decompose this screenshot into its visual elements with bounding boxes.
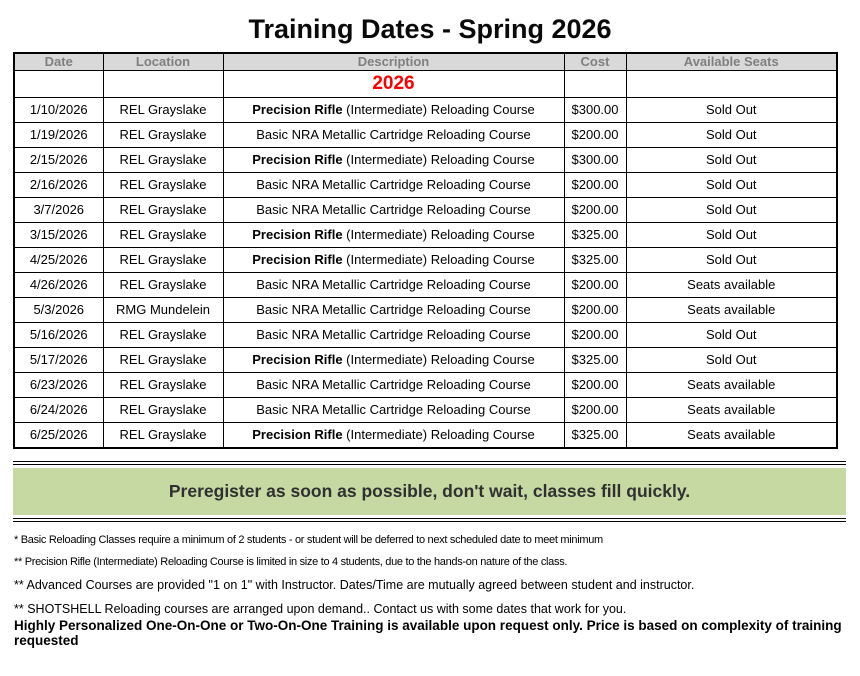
date-cell: 6/25/2026 bbox=[14, 422, 103, 448]
seats-cell: Sold Out bbox=[626, 222, 837, 247]
seats-cell: Seats available bbox=[626, 297, 837, 322]
date-cell: 1/10/2026 bbox=[14, 97, 103, 122]
description-cell: Basic NRA Metallic Cartridge Reloading Course bbox=[223, 372, 564, 397]
training-table-body bbox=[14, 97, 837, 448]
seats-cell: Sold Out bbox=[626, 322, 837, 347]
header-available-seats: Available Seats bbox=[626, 53, 837, 71]
description-cell: Precision Rifle (Intermediate) Reloading Course bbox=[223, 347, 564, 372]
location-cell: REL Grayslake bbox=[103, 122, 223, 147]
location-cell: REL Grayslake bbox=[103, 97, 223, 122]
seats-cell: Sold Out bbox=[626, 97, 837, 122]
footnote-advanced-courses: ** Advanced Courses are provided "1 on 1" with Instructor. Dates/Time are mutually agreed between student and instructor. bbox=[14, 577, 695, 592]
table-row bbox=[14, 197, 837, 222]
date-cell: 1/19/2026 bbox=[14, 122, 103, 147]
cost-cell: $300.00 bbox=[564, 147, 626, 172]
location-cell: REL Grayslake bbox=[103, 197, 223, 222]
description-cell: Basic NRA Metallic Cartridge Reloading Course bbox=[223, 197, 564, 222]
description-cell: Basic NRA Metallic Cartridge Reloading Course bbox=[223, 272, 564, 297]
preregister-banner: Preregister as soon as possible, don't wait, classes fill quickly. bbox=[13, 468, 846, 515]
header-location: Location bbox=[103, 53, 223, 71]
header-description: Description bbox=[223, 53, 564, 71]
seats-cell: Seats available bbox=[626, 372, 837, 397]
date-cell: 2/15/2026 bbox=[14, 147, 103, 172]
cost-cell: $200.00 bbox=[564, 322, 626, 347]
table-row bbox=[14, 322, 837, 347]
preregister-banner-frame bbox=[13, 461, 846, 522]
table-row bbox=[14, 222, 837, 247]
table-row bbox=[14, 147, 837, 172]
seats-cell: Sold Out bbox=[626, 122, 837, 147]
location-cell: REL Grayslake bbox=[103, 422, 223, 448]
cost-cell: $325.00 bbox=[564, 247, 626, 272]
table-row bbox=[14, 122, 837, 147]
seats-cell: Seats available bbox=[626, 397, 837, 422]
description-cell: Precision Rifle (Intermediate) Reloading Course bbox=[223, 97, 564, 122]
table-row bbox=[14, 347, 837, 372]
cost-cell: $200.00 bbox=[564, 122, 626, 147]
location-cell: REL Grayslake bbox=[103, 347, 223, 372]
seats-cell: Seats available bbox=[626, 422, 837, 448]
description-cell: Basic NRA Metallic Cartridge Reloading Course bbox=[223, 297, 564, 322]
table-row bbox=[14, 422, 837, 448]
cost-cell: $200.00 bbox=[564, 372, 626, 397]
footnote-shotshell: ** SHOTSHELL Reloading courses are arranged upon demand.. Contact us with some dates that work for you. bbox=[14, 601, 627, 616]
cost-cell: $200.00 bbox=[564, 297, 626, 322]
table-row bbox=[14, 397, 837, 422]
seats-cell: Sold Out bbox=[626, 147, 837, 172]
footnote-precision-limit: ** Precision Rifle (Intermediate) Reloading Course is limited in size to 4 students, due to the hands-on nature of the class. bbox=[14, 555, 568, 568]
description-cell: Basic NRA Metallic Cartridge Reloading Course bbox=[223, 397, 564, 422]
date-cell: 3/7/2026 bbox=[14, 197, 103, 222]
cost-cell: $200.00 bbox=[564, 172, 626, 197]
cost-cell: $325.00 bbox=[564, 422, 626, 448]
year-row-empty-cell bbox=[626, 70, 837, 97]
location-cell: REL Grayslake bbox=[103, 222, 223, 247]
table-row bbox=[14, 97, 837, 122]
location-cell: REL Grayslake bbox=[103, 322, 223, 347]
seats-cell: Sold Out bbox=[626, 247, 837, 272]
date-cell: 4/26/2026 bbox=[14, 272, 103, 297]
training-schedule-table bbox=[13, 52, 838, 449]
description-cell: Precision Rifle (Intermediate) Reloading Course bbox=[223, 147, 564, 172]
location-cell: REL Grayslake bbox=[103, 397, 223, 422]
footnote-personalized-training: Highly Personalized One-On-One or Two-On-One Training is available upon request only. Price is based on complexity of training requested bbox=[14, 617, 842, 648]
seats-cell: Seats available bbox=[626, 272, 837, 297]
table-row bbox=[14, 372, 837, 397]
table-row bbox=[14, 172, 837, 197]
footnotes bbox=[14, 534, 860, 648]
date-cell: 6/24/2026 bbox=[14, 397, 103, 422]
description-cell: Precision Rifle (Intermediate) Reloading Course bbox=[223, 222, 564, 247]
table-row bbox=[14, 297, 837, 322]
page-title: Training Dates - Spring 2026 bbox=[248, 14, 612, 44]
date-cell: 5/3/2026 bbox=[14, 297, 103, 322]
description-cell: Basic NRA Metallic Cartridge Reloading Course bbox=[223, 122, 564, 147]
cost-cell: $300.00 bbox=[564, 97, 626, 122]
seats-cell: Sold Out bbox=[626, 197, 837, 222]
location-cell: REL Grayslake bbox=[103, 172, 223, 197]
seats-cell: Sold Out bbox=[626, 172, 837, 197]
description-cell: Basic NRA Metallic Cartridge Reloading Course bbox=[223, 322, 564, 347]
location-cell: REL Grayslake bbox=[103, 247, 223, 272]
seats-cell: Sold Out bbox=[626, 347, 837, 372]
date-cell: 6/23/2026 bbox=[14, 372, 103, 397]
table-row bbox=[14, 272, 837, 297]
location-cell: REL Grayslake bbox=[103, 272, 223, 297]
header-cost: Cost bbox=[564, 53, 626, 71]
description-cell: Basic NRA Metallic Cartridge Reloading Course bbox=[223, 172, 564, 197]
date-cell: 2/16/2026 bbox=[14, 172, 103, 197]
year-row bbox=[14, 70, 837, 97]
date-cell: 5/17/2026 bbox=[14, 347, 103, 372]
location-cell: REL Grayslake bbox=[103, 372, 223, 397]
cost-cell: $200.00 bbox=[564, 272, 626, 297]
table-header-row bbox=[14, 53, 837, 71]
cost-cell: $325.00 bbox=[564, 222, 626, 247]
year-label: 2026 bbox=[372, 72, 415, 94]
year-row-empty-cell bbox=[103, 70, 223, 97]
cost-cell: $200.00 bbox=[564, 397, 626, 422]
table-row bbox=[14, 247, 837, 272]
year-row-empty-cell bbox=[564, 70, 626, 97]
cost-cell: $325.00 bbox=[564, 347, 626, 372]
date-cell: 4/25/2026 bbox=[14, 247, 103, 272]
description-cell: Precision Rifle (Intermediate) Reloading Course bbox=[223, 247, 564, 272]
description-cell: Precision Rifle (Intermediate) Reloading Course bbox=[223, 422, 564, 448]
cost-cell: $200.00 bbox=[564, 197, 626, 222]
year-row-empty-cell bbox=[14, 70, 103, 97]
location-cell: REL Grayslake bbox=[103, 147, 223, 172]
footnote-basic-minimum: * Basic Reloading Classes require a minimum of 2 students - or student will be deferred to next scheduled date to meet minimum bbox=[14, 533, 603, 546]
year-cell bbox=[223, 70, 564, 97]
location-cell: RMG Mundelein bbox=[103, 297, 223, 322]
date-cell: 5/16/2026 bbox=[14, 322, 103, 347]
header-date: Date bbox=[14, 53, 103, 71]
date-cell: 3/15/2026 bbox=[14, 222, 103, 247]
